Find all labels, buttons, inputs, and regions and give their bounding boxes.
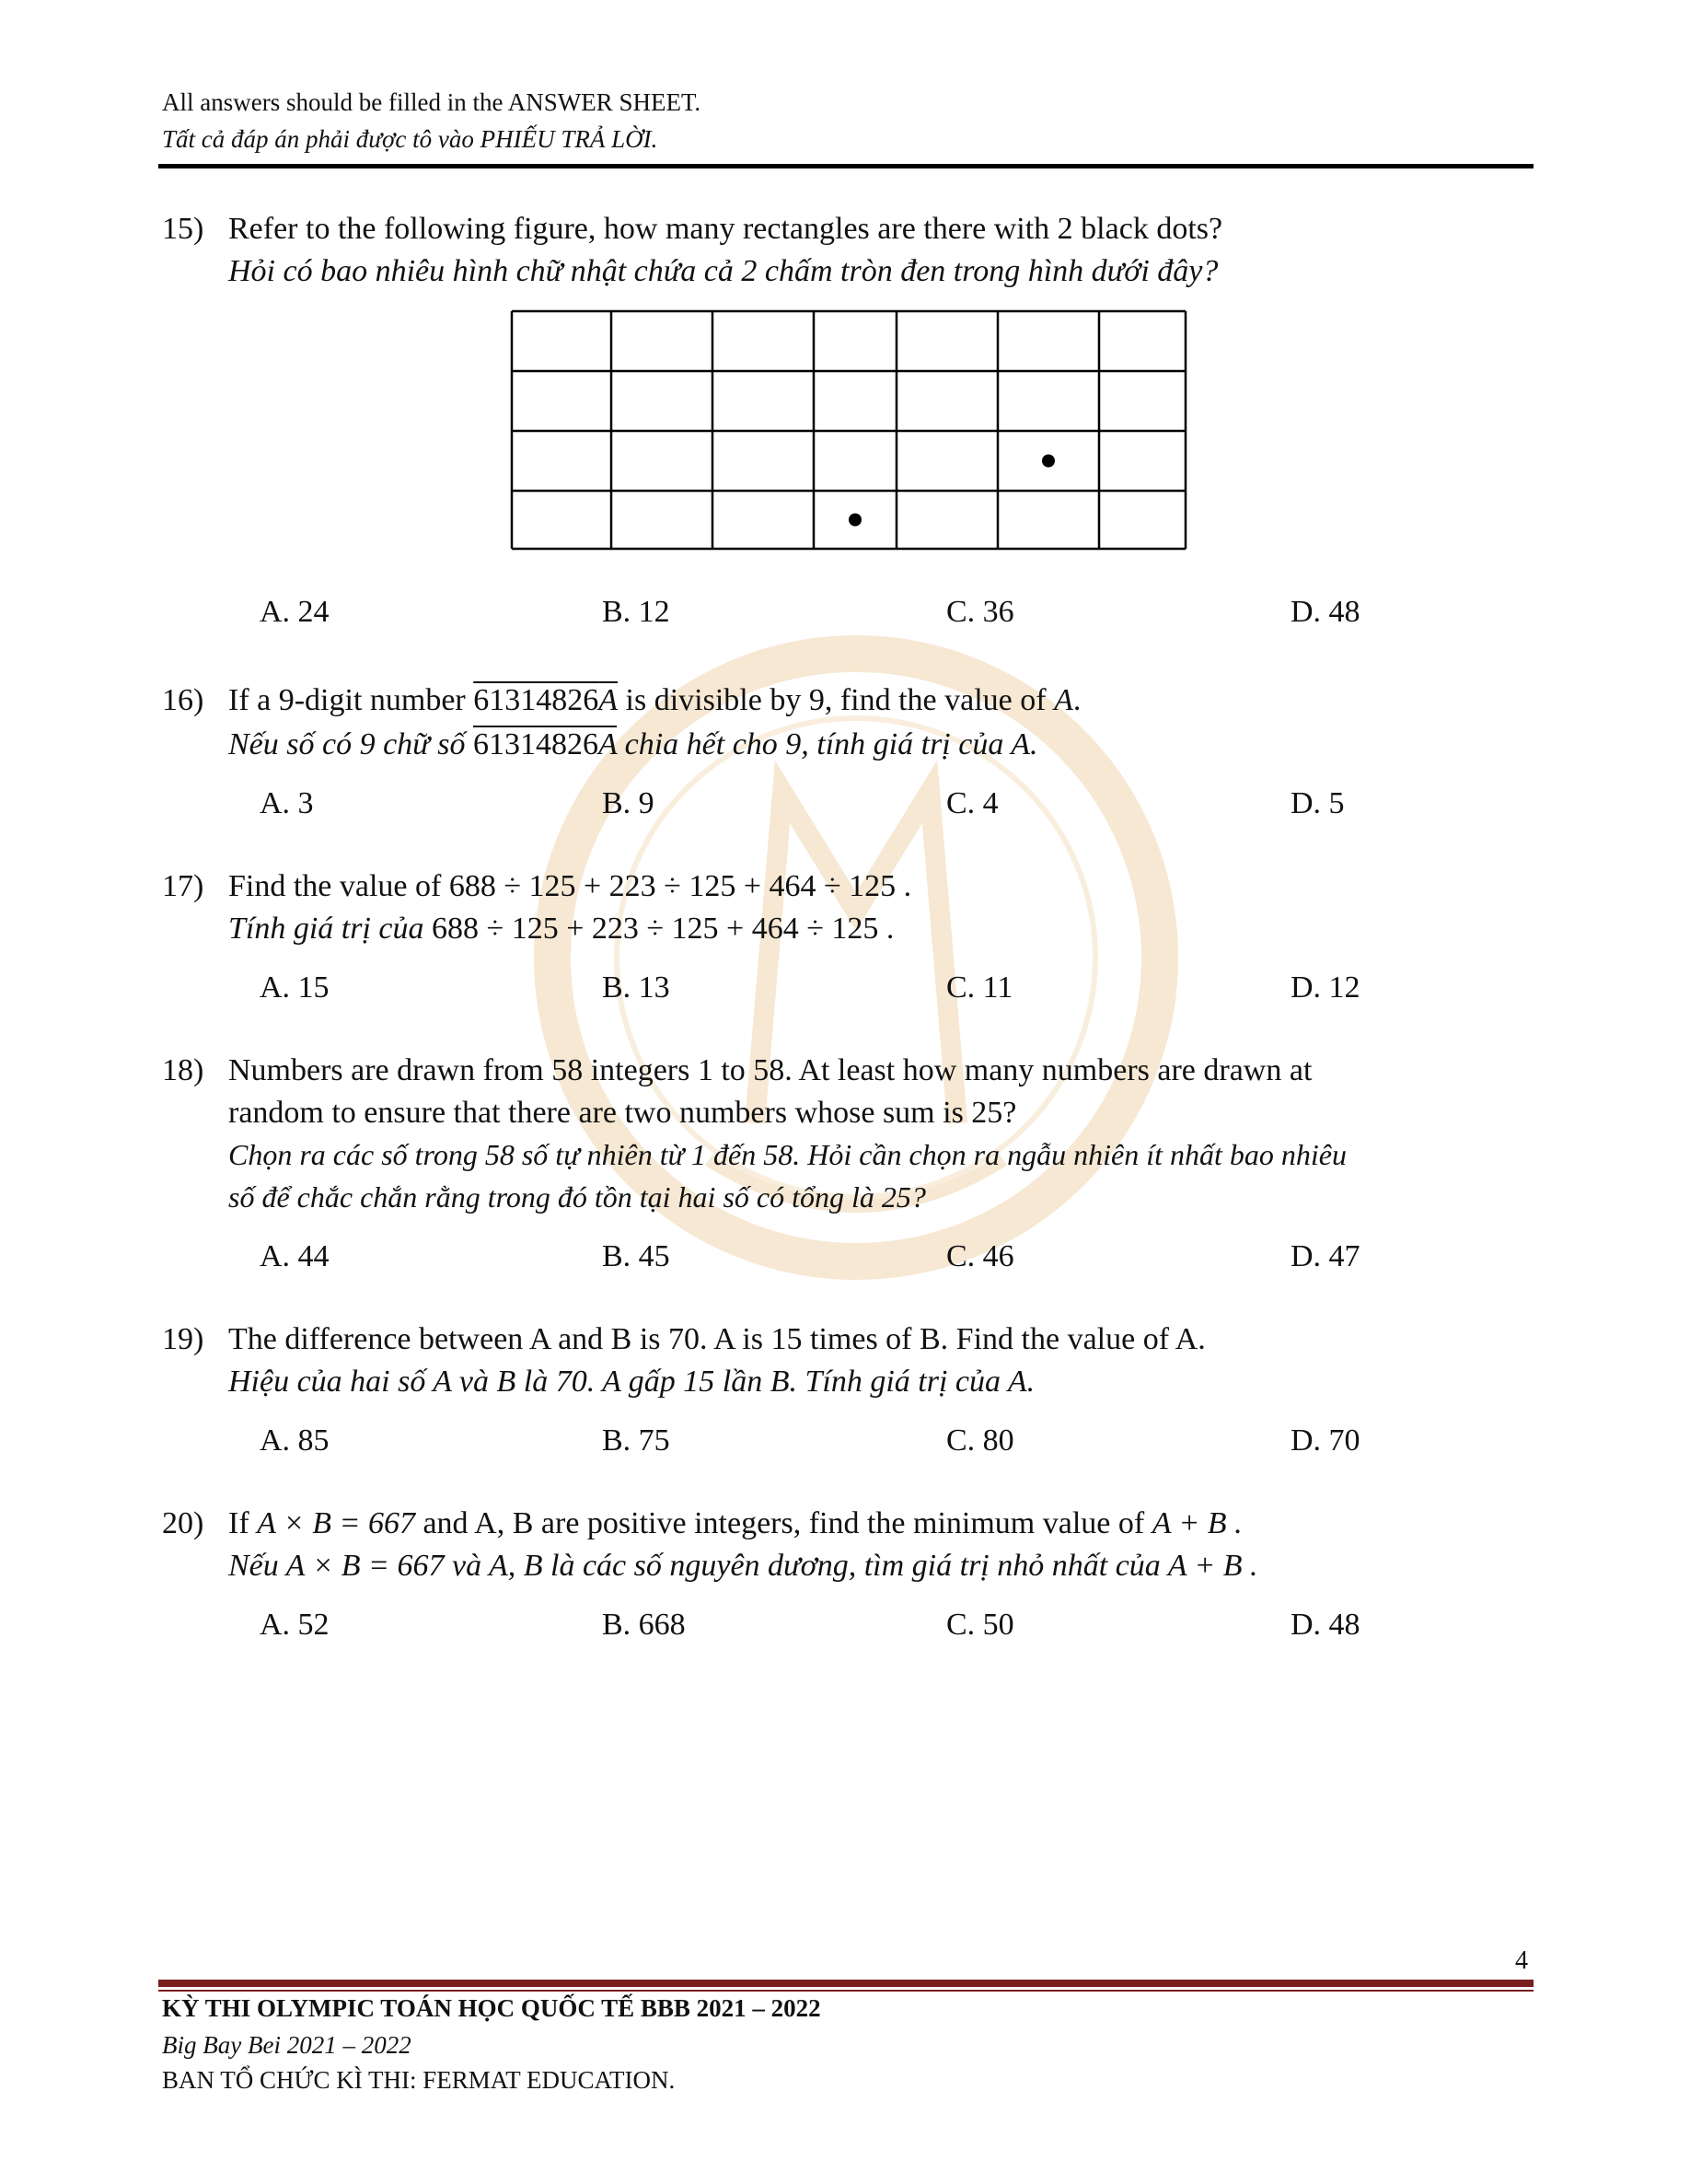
q20-vi-expression-2: A + B . <box>1167 1549 1258 1583</box>
q15-option-c[interactable]: C. 36 <box>946 595 1014 629</box>
q20-text-vi <box>228 1549 1258 1584</box>
q20-vi-expression-1: A × B = 667 <box>285 1549 445 1583</box>
q19-text-en: The difference between A and B is 70. A is 15 times of B. Find the value of A. <box>228 1322 1206 1356</box>
q20-en-mid: and A, B are positive integers, find the minimum value of <box>422 1506 1145 1540</box>
q16-vi-digits: 61314826 <box>472 727 598 761</box>
q16-option-c[interactable]: C. 4 <box>946 786 999 820</box>
q18-number: 18) <box>162 1053 204 1087</box>
q19-text-vi: Hiệu của hai số A và B là 70. A gấp 15 lần B. Tính giá trị của A. <box>228 1365 1036 1399</box>
q16-en-post: is divisible by 9, find the value of <box>625 683 1047 717</box>
header-divider <box>158 164 1534 168</box>
q16-en-end-var: A <box>1054 683 1073 717</box>
q20-en-expression-2: A + B . <box>1152 1506 1243 1540</box>
q20-vi-mid: và A, B là các số nguyên dương, tìm giá trị nhỏ nhất của <box>451 1549 1161 1583</box>
q19-option-d[interactable]: D. 70 <box>1291 1423 1360 1458</box>
q16-vi-post: chia hết cho 9, tính giá trị của A. <box>624 727 1038 761</box>
black-dot <box>849 514 862 527</box>
footer-subtitle: Big Bay Bei 2021 – 2022 <box>162 2031 411 2059</box>
q17-option-b[interactable]: B. 13 <box>602 970 670 1005</box>
q16-en-end: . <box>1072 683 1082 717</box>
header-instruction-en: All answers should be filled in the ANSWER SHEET. <box>162 88 701 116</box>
q15-text-en: Refer to the following figure, how many rectangles are there with 2 black dots? <box>228 212 1223 246</box>
q15-option-d[interactable]: D. 48 <box>1291 595 1360 629</box>
q20-vi-pre: Nếu <box>228 1549 279 1583</box>
q20-number: 20) <box>162 1506 204 1540</box>
q16-en-number <box>473 683 618 717</box>
q15-number: 15) <box>162 212 204 246</box>
q16-text-vi <box>228 727 1038 762</box>
q17-option-c[interactable]: C. 11 <box>946 970 1013 1005</box>
q18-option-b[interactable]: B. 45 <box>602 1239 670 1273</box>
page-number: 4 <box>1515 1946 1528 1975</box>
q15-text-vi: Hỏi có bao nhiêu hình chữ nhật chứa cả 2 chấm tròn đen trong hình dưới đây? <box>228 254 1219 288</box>
q19-number: 19) <box>162 1322 204 1356</box>
q18-text-en-line2: random to ensure that there are two numbers whose sum is 25? <box>228 1096 1017 1130</box>
q18-option-d[interactable]: D. 47 <box>1291 1239 1360 1273</box>
q18-text-vi-line1: Chọn ra các số trong 58 số tự nhiên từ 1 đến 58. Hỏi cần chọn ra ngẫu nhiên ít nhất bao nhiêu <box>228 1138 1347 1171</box>
q16-option-b[interactable]: B. 9 <box>602 786 654 820</box>
q18-text-vi-line2: số để chắc chắn rằng trong đó tồn tại hai số có tổng là 25? <box>228 1180 926 1214</box>
q18-option-a[interactable]: A. 44 <box>260 1239 330 1273</box>
q15-option-a[interactable]: A. 24 <box>260 595 330 629</box>
q16-en-var: A <box>598 683 619 717</box>
q16-text-en <box>228 683 1081 718</box>
q16-vi-pre: Nếu số có 9 chữ số <box>228 727 466 761</box>
q16-vi-number <box>473 727 617 761</box>
q18-text-en-line1: Numbers are drawn from 58 integers 1 to 58. At least how many numbers are drawn at <box>228 1053 1313 1087</box>
q15-option-b[interactable]: B. 12 <box>602 595 670 629</box>
q16-number: 16) <box>162 683 204 717</box>
q19-option-b[interactable]: B. 75 <box>602 1423 670 1458</box>
q17-en-expression: 688 ÷ 125 + 223 ÷ 125 + 464 ÷ 125 . <box>448 869 912 903</box>
q16-en-digits: 61314826 <box>473 683 599 717</box>
rectangle-grid-figure <box>510 309 1187 551</box>
q20-option-a[interactable]: A. 52 <box>260 1608 330 1642</box>
footer-divider-thin <box>158 1990 1534 1992</box>
q20-option-b[interactable]: B. 668 <box>602 1608 686 1642</box>
q20-text-en <box>228 1506 1243 1541</box>
footer-organizer: BAN TỔ CHỨC KÌ THI: FERMAT EDUCATION. <box>162 2066 676 2094</box>
q18-option-c[interactable]: C. 46 <box>946 1239 1014 1273</box>
q17-vi-expression: 688 ÷ 125 + 223 ÷ 125 + 464 ÷ 125 . <box>432 912 895 946</box>
black-dot <box>1042 455 1055 468</box>
q17-text-vi <box>228 912 894 947</box>
q20-en-expression-1: A × B = 667 <box>257 1506 415 1540</box>
grid-lines <box>512 311 1186 549</box>
q20-option-c[interactable]: C. 50 <box>946 1608 1014 1642</box>
q19-option-a[interactable]: A. 85 <box>260 1423 330 1458</box>
q17-number: 17) <box>162 869 204 903</box>
q20-option-d[interactable]: D. 48 <box>1291 1608 1360 1642</box>
q16-en-pre: If a 9-digit number <box>228 683 466 717</box>
header-instruction-vi: Tất cả đáp án phải được tô vào PHIẾU TRẢ LỜI. <box>162 125 658 153</box>
q16-vi-var: A <box>597 727 618 761</box>
q17-en-pre: Find the value of <box>228 869 442 903</box>
footer-divider-thick <box>158 1980 1534 1987</box>
q17-option-a[interactable]: A. 15 <box>260 970 330 1005</box>
q16-option-a[interactable]: A. 3 <box>260 786 314 820</box>
q19-option-c[interactable]: C. 80 <box>946 1423 1014 1458</box>
q17-text-en <box>228 869 911 904</box>
q17-vi-pre: Tính giá trị của <box>228 912 424 946</box>
q20-en-pre: If <box>228 1506 249 1540</box>
q16-option-d[interactable]: D. 5 <box>1291 786 1345 820</box>
footer-title: KỲ THI OLYMPIC TOÁN HỌC QUỐC TẾ BBB 2021 – 2022 <box>162 1994 821 2022</box>
q17-option-d[interactable]: D. 12 <box>1291 970 1360 1005</box>
